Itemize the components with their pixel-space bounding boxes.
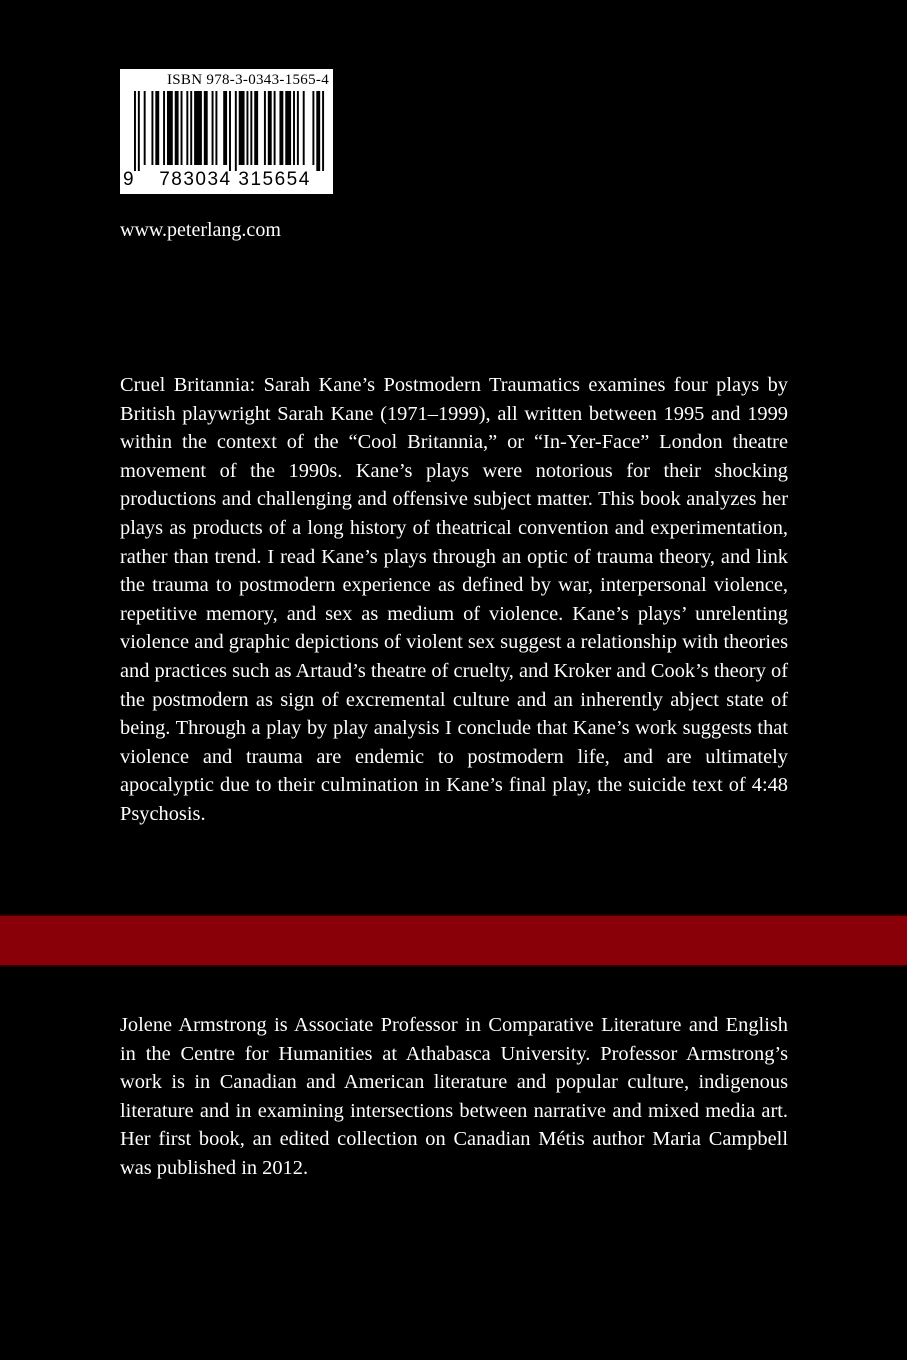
barcode-bar [186, 91, 188, 165]
barcode-bar [303, 91, 305, 165]
red-divider-band [0, 914, 907, 967]
barcode-bar [204, 91, 208, 165]
barcode-bar [175, 91, 179, 165]
barcode-bar [151, 91, 153, 165]
barcode-bar [235, 91, 237, 171]
barcode-bar [229, 91, 231, 171]
barcode-bars [134, 91, 326, 171]
barcode-bar [215, 91, 217, 165]
barcode-bar [239, 91, 245, 165]
barcode-bar [163, 91, 165, 165]
barcode-bar [297, 91, 299, 165]
barcode-bar [293, 91, 295, 165]
isbn-label: ISBN 978-3-0343-1565-4 [166, 72, 329, 88]
barcode-bar [190, 91, 192, 165]
barcode-bar [155, 91, 159, 165]
barcode-bar [194, 91, 202, 165]
ean-digits: 783034 315654 [159, 169, 311, 190]
barcode-bar [138, 91, 140, 171]
barcode-bar [279, 91, 283, 165]
book-description: Cruel Britannia: Sarah Kane’s Postmodern Traumatics examines four plays by British playwright Sarah Kane (1971–1999), all written between 1995 and 1999 within the context of the “Cool Britannia,” or “In-Yer-Face” London theatre movement of the 1990s. Kane’s plays were notorious for their shocking productions and challenging and offensive subject matter. This book analyzes her plays as products of a long history of theatrical convention and experimentation, rather than trend. I read Kane’s plays through an optic of trauma theory, and link the trauma to postmodern experience as defined by war, interpersonal violence, repetitive memory, and sex as medium of violence. Kane’s plays’ unrelenting violence and graphic depictions of violent sex suggest a relationship with theories and practices such as Artaud’s theatre of cruelty, and Kroker and Cook’s theory of the postmodern as sign of excremental culture and an inherently abject state of being. Through a play by play analysis I conclude that Kane’s work suggests that violence and trauma are endemic to postmodern life, and are ultimately apocalyptic due to their culmination in Kane’s final play, the suicide text of 4:48 Psychosis. [120, 374, 788, 825]
author-bio: Jolene Armstrong is Associate Professor in Comparative Literature and English in the Centre for Humanities at Athabasca University. Professor Armstrong’s work is in Canadian and American literature and popular culture, indigenous literature and in examining intersections between narrative and mixed media art. Her first book, an edited collection on Canadian Métis author Maria Campbell was published in 2012. [120, 1014, 788, 1179]
barcode-bar [285, 91, 291, 165]
barcode-bar [181, 91, 183, 165]
barcode-bar [254, 91, 258, 165]
isbn-barcode [120, 69, 333, 194]
barcode-bar [212, 91, 214, 165]
barcode-bar [167, 91, 173, 165]
barcode-bar [246, 91, 248, 165]
barcode-bar [264, 91, 266, 165]
barcode-bar [250, 91, 252, 165]
barcode-bar [274, 91, 276, 165]
ean-first-digit: 9 [123, 169, 134, 190]
barcode-bar [312, 91, 314, 165]
barcode-bar [223, 91, 227, 165]
barcode-bar [268, 91, 272, 165]
barcode-bar [134, 91, 136, 171]
barcode-bar [144, 91, 146, 165]
barcode-bar [316, 91, 320, 171]
barcode-bar [322, 91, 324, 171]
publisher-url: www.peterlang.com [120, 219, 281, 241]
